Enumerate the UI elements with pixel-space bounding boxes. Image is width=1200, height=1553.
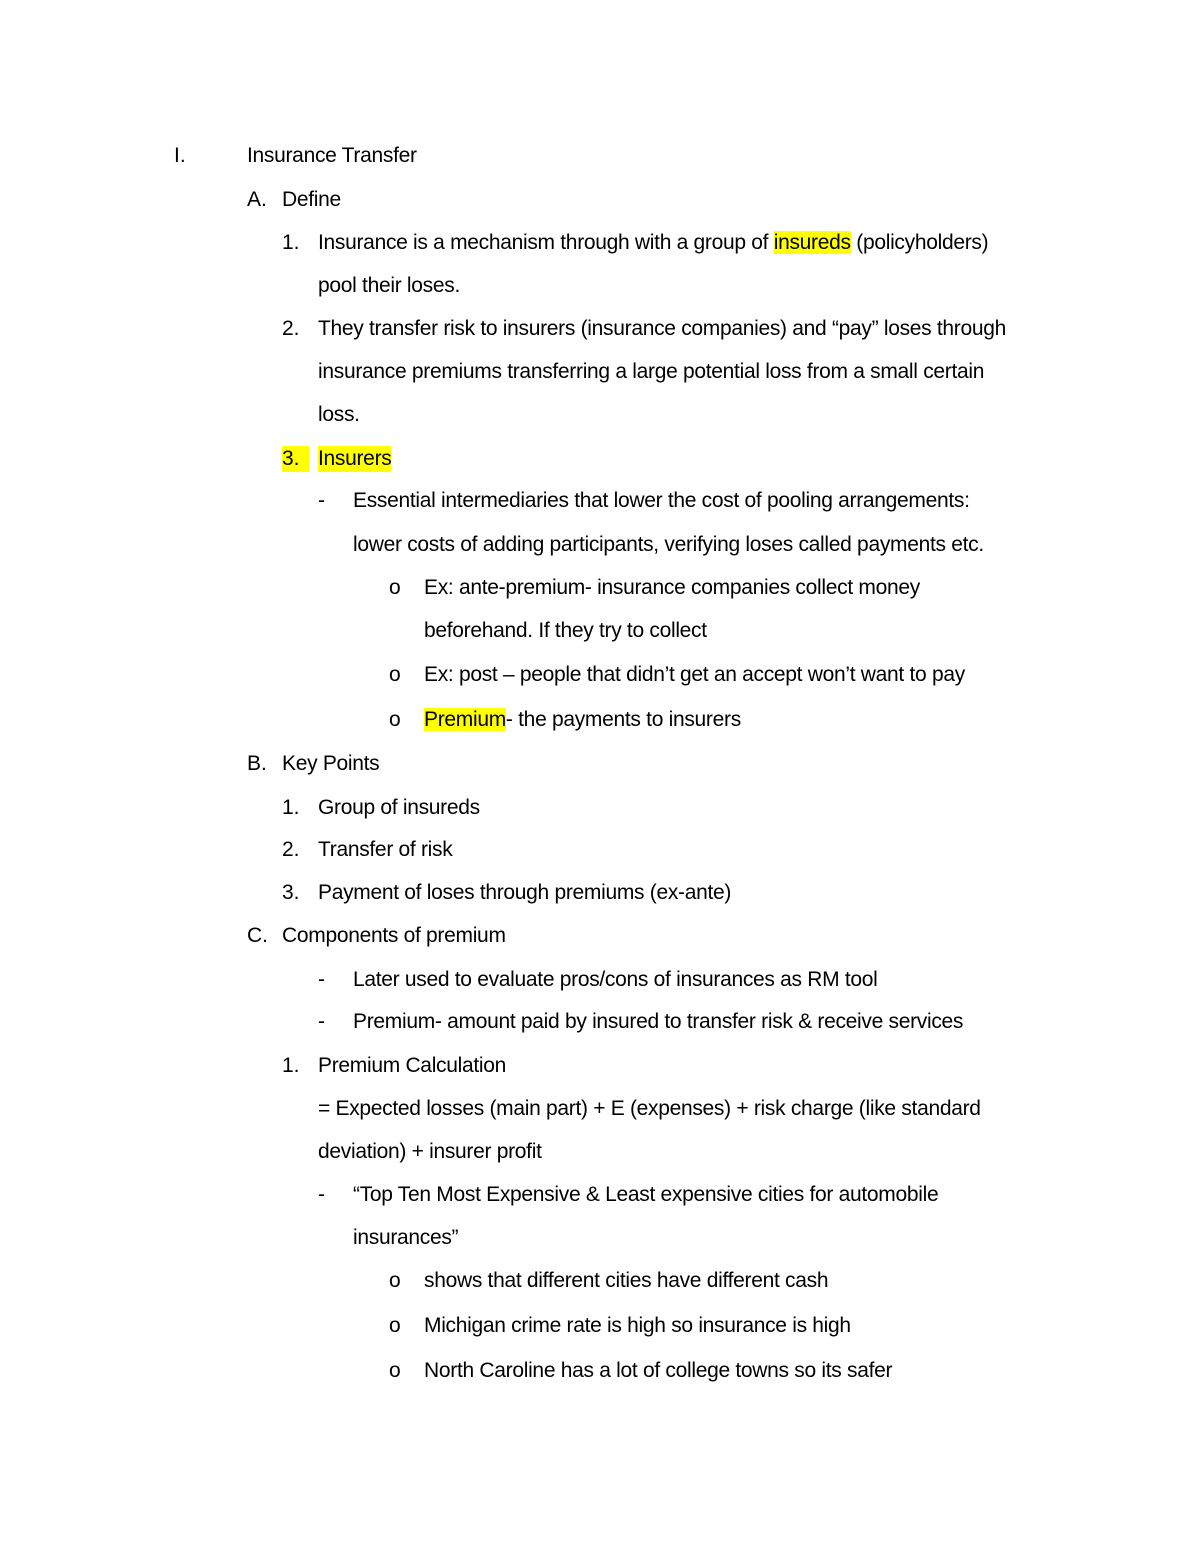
- bullet-text: [424, 707, 741, 733]
- list-number: 3.: [282, 881, 300, 904]
- bullet-text: Michigan crime rate is high so insurance is high: [424, 1314, 851, 1337]
- bullet-continuation: beforehand. If they try to collect: [424, 619, 707, 642]
- list-number: 2.: [282, 317, 300, 340]
- bullet-text: Essential intermediaries that lower the cost of pooling arrangements:: [353, 489, 970, 512]
- section-marker: I.: [174, 144, 186, 167]
- list-item-continuation: loss.: [318, 403, 360, 426]
- circle-bullet: o: [389, 1269, 401, 1292]
- list-number: 1.: [282, 796, 300, 819]
- list-number: 1.: [282, 1054, 300, 1077]
- subsection-title: Components of premium: [282, 924, 506, 947]
- bullet-text: Ex: post – people that didn’t get an accept won’t want to pay: [424, 663, 965, 686]
- dash-bullet: -: [318, 489, 325, 512]
- text-run: - the payments to insurers: [505, 708, 741, 731]
- bullet-text: Premium- amount paid by insured to transfer risk & receive services: [353, 1010, 964, 1033]
- subsection-marker: B.: [247, 752, 267, 775]
- list-number: 2.: [282, 838, 300, 861]
- dash-bullet: -: [318, 968, 325, 991]
- bullet-text: Later used to evaluate pros/cons of insurances as RM tool: [353, 968, 878, 991]
- circle-bullet: o: [389, 708, 401, 731]
- list-item-text: Transfer of risk: [318, 838, 453, 861]
- highlighted-term: Premium: [424, 708, 506, 731]
- highlighted-term: insureds: [773, 231, 851, 254]
- section-title: Insurance Transfer: [247, 144, 417, 167]
- subsection-title: Key Points: [282, 752, 380, 775]
- bullet-continuation: insurances”: [353, 1226, 459, 1249]
- subsection-title: Define: [282, 188, 341, 211]
- bullet-text: Ex: ante-premium- insurance companies collect money: [424, 576, 920, 599]
- list-item-text: [318, 230, 988, 256]
- list-number: 3.: [282, 446, 309, 472]
- dash-bullet: -: [318, 1183, 325, 1206]
- text-run: (policyholders): [850, 231, 989, 254]
- dash-bullet: -: [318, 1010, 325, 1033]
- circle-bullet: o: [389, 1359, 401, 1382]
- bullet-text: “Top Ten Most Expensive & Least expensive cities for automobile: [353, 1183, 939, 1206]
- bullet-text: North Caroline has a lot of college towns so its safer: [424, 1359, 893, 1382]
- list-item-text: Premium Calculation: [318, 1054, 507, 1077]
- list-item-text: Group of insureds: [318, 796, 480, 819]
- list-number: 1.: [282, 231, 300, 254]
- formula-text: = Expected losses (main part) + E (expenses) + risk charge (like standard: [318, 1097, 981, 1120]
- circle-bullet: o: [389, 1314, 401, 1337]
- subsection-marker: A.: [247, 188, 267, 211]
- circle-bullet: o: [389, 576, 401, 599]
- list-item-text: They transfer risk to insurers (insurance companies) and “pay” loses through: [318, 317, 1007, 340]
- list-item-text: Payment of loses through premiums (ex-ante): [318, 881, 732, 904]
- bullet-continuation: lower costs of adding participants, verifying loses called payments etc.: [353, 533, 984, 556]
- list-item-continuation: insurance premiums transferring a large potential loss from a small certain: [318, 360, 985, 383]
- circle-bullet: o: [389, 663, 401, 686]
- text-run: Insurance is a mechanism through with a group of: [318, 231, 774, 254]
- list-item-continuation: pool their loses.: [318, 274, 460, 297]
- bullet-text: shows that different cities have different cash: [424, 1269, 829, 1292]
- subsection-marker: C.: [247, 924, 268, 947]
- highlighted-term: Insurers: [318, 447, 392, 470]
- formula-continuation: deviation) + insurer profit: [318, 1140, 542, 1163]
